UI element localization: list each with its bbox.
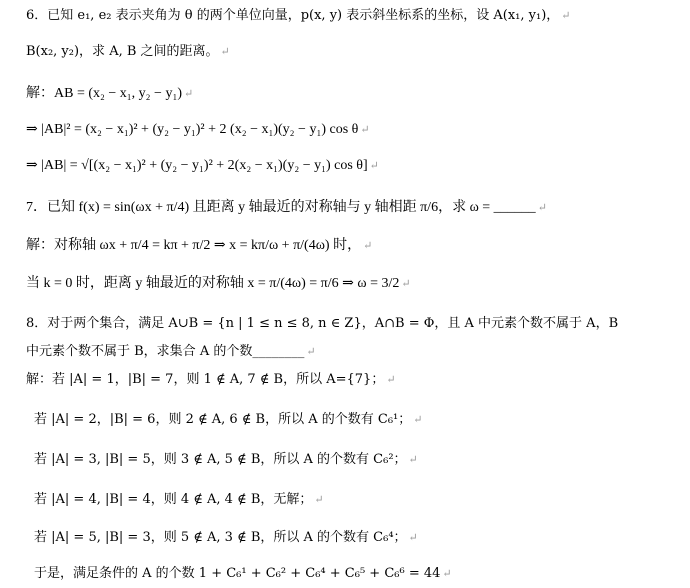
paragraph-mark-icon: ↵ xyxy=(537,202,547,214)
solution-8-case-3: 若 |A| = 3, |B| = 5，则 3 ∉ A, 5 ∉ B，所以 A 的个数有 C₆²； ↵ xyxy=(34,452,418,467)
paragraph-mark-icon: ↵ xyxy=(220,45,230,58)
solution-6-step-2: ⇒ |AB|² = (x₂ − x₁)² + (y₂ − y₁)² + 2 (x₂ − x₁)(y₂ − y₁) cos θ ↵ xyxy=(26,122,370,137)
solution-8-conclusion: 于是，满足条件的 A 的个数 1 + C₆¹ + C₆² + C₆⁴ + C₆⁵ + C₆⁶ = 44 ↵ xyxy=(34,566,452,581)
solution-6-step-1: 解：AB = (x₂ − x₁, y₂ − y₁) ↵ xyxy=(26,86,194,101)
problem-7-statement: 7．已知 f(x) = sin(ωx + π/4) 且距离 y 轴最近的对称轴与 y 轴相距 π/6，求 ω = ______ ↵ xyxy=(26,200,547,215)
paragraph-mark-icon: ↵ xyxy=(363,240,373,252)
paragraph-mark-icon: ↵ xyxy=(561,9,571,22)
paragraph-mark-icon: ↵ xyxy=(401,278,411,290)
paragraph-mark-icon: ↵ xyxy=(408,531,418,544)
solution-8-case-4: 若 |A| = 4, |B| = 4，则 4 ∉ A, 4 ∉ B，无解； ↵ xyxy=(34,492,324,507)
solution-8-case-1: 解：若 |A| = 1，|B| = 7，则 1 ∉ A, 7 ∉ B，所以 A={7}； ↵ xyxy=(26,372,396,387)
solution-7-step-1: 解：对称轴 ωx + π/4 = kπ + π/2 ⇒ x = kπ/ω + π/(4ω) 时， ↵ xyxy=(26,238,373,253)
problem-6-statement-2: B(x₂, y₂)，求 A, B 之间的距离。 ↵ xyxy=(26,44,230,59)
paragraph-mark-icon: ↵ xyxy=(369,160,379,172)
paragraph-mark-icon: ↵ xyxy=(183,88,194,100)
problem-8-statement-2: 中元素个数不属于 B，求集合 A 的个数________ ↵ xyxy=(26,344,316,359)
solution-7-step-2: 当 k = 0 时，距离 y 轴最近的对称轴 x = π/(4ω) = π/6 ⇒ ω = 3/2 ↵ xyxy=(26,276,411,291)
solution-6-step-3: ⇒ |AB| = √[(x₂ − x₁)² + (y₂ − y₁)² + 2(x₂ − x₁)(y₂ − y₁) cos θ] ↵ xyxy=(26,158,379,173)
problem-8-statement: 8．对于两个集合，满足 A∪B = {n | 1 ≤ n ≤ 8, n ∈ Z}，A∩B = Φ，且 A 中元素个数不属于 A，B xyxy=(26,316,619,331)
paragraph-mark-icon: ↵ xyxy=(314,493,324,506)
problem-6-statement: 6．已知 e₁, e₂ 表示夹角为 θ 的两个单位向量，p(x, y) 表示斜坐标系的坐标，设 A(x₁, y₁)， ↵ xyxy=(26,8,571,23)
paragraph-mark-icon: ↵ xyxy=(360,124,370,136)
paragraph-mark-icon: ↵ xyxy=(408,453,418,466)
solution-8-case-2: 若 |A| = 2，|B| = 6，则 2 ∉ A, 6 ∉ B，所以 A 的个数有 C₆¹； ↵ xyxy=(34,412,423,427)
paragraph-mark-icon: ↵ xyxy=(442,567,452,580)
paragraph-mark-icon: ↵ xyxy=(413,413,423,426)
paragraph-mark-icon: ↵ xyxy=(306,345,316,358)
paragraph-mark-icon: ↵ xyxy=(386,373,396,386)
solution-8-case-5: 若 |A| = 5, |B| = 3，则 5 ∉ A, 3 ∉ B，所以 A 的个数有 C₆⁴； ↵ xyxy=(34,530,418,545)
